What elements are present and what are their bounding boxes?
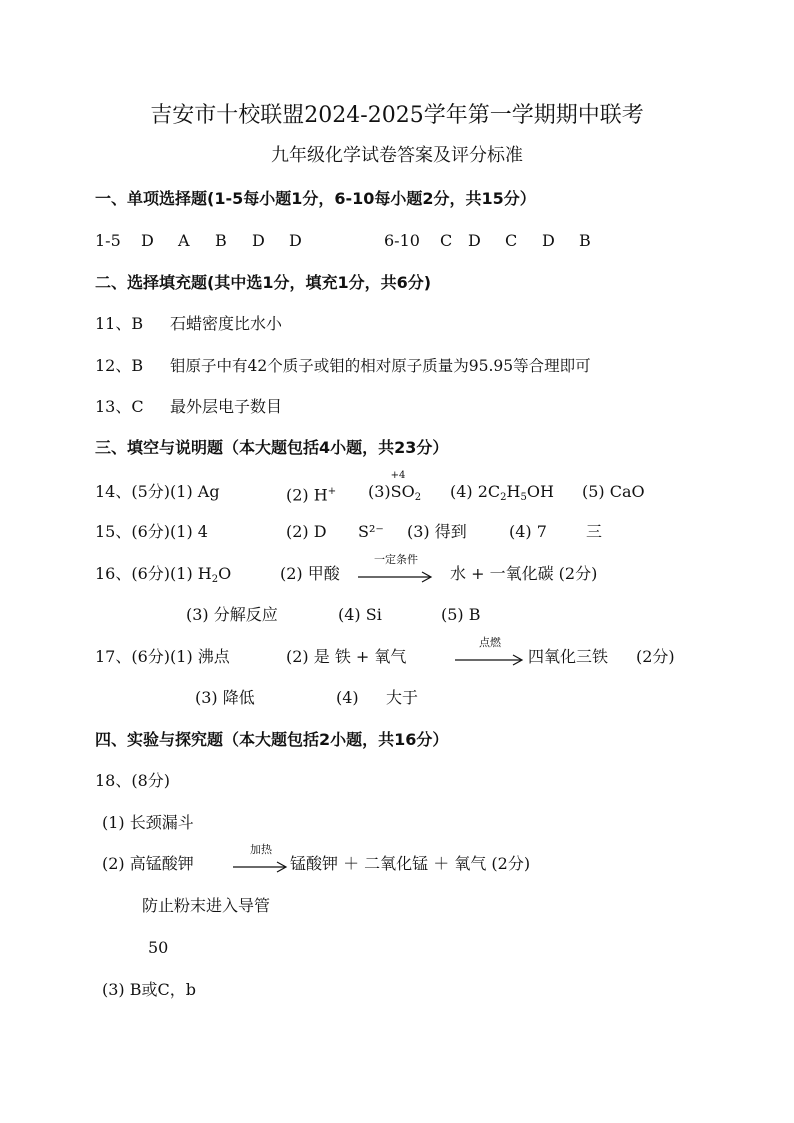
hydrogen-ion: (2) H+: [286, 485, 337, 505]
item-part: (4) 7: [509, 522, 547, 541]
answer-cell: B: [579, 231, 591, 250]
reaction-condition: 一定条件: [374, 552, 418, 566]
item-part: 大于: [386, 688, 419, 707]
score-note: (2分): [636, 647, 675, 666]
item-part: (2) 高锰酸钾: [102, 854, 194, 873]
answer-cell: D: [252, 231, 265, 250]
item-text: 石蜡密度比水小: [170, 314, 283, 333]
item-prefix: 16、(6分)(1) $H_2O$: [95, 564, 232, 585]
item-text: 钼原子中有42个质子或钼的相对原子质量为95.95等合理即可: [170, 357, 591, 375]
reaction-product: 四氧化三铁: [528, 647, 609, 666]
item-part: (5) B: [441, 605, 481, 624]
section-heading-2: 二、选择填充题(其中选1分，填充1分，共6分): [95, 273, 432, 292]
answer-cell: D: [141, 231, 154, 250]
item-part: (3) 得到: [407, 522, 467, 541]
item-number: 12、B: [95, 356, 144, 375]
reaction-arrow: [233, 842, 289, 875]
item-part: 三: [586, 522, 603, 541]
item-prefix: 17、(6分)(1) 沸点: [95, 647, 230, 666]
reaction-condition: 点燃: [479, 635, 501, 649]
item-part: (5) CaO: [582, 482, 645, 501]
item-part: (3) B或C，b: [102, 980, 196, 999]
item-part: (3) 分解反应: [186, 605, 278, 624]
item-part: (2) D: [286, 522, 327, 541]
reaction-arrow: [358, 552, 434, 585]
answer-cell: B: [215, 231, 227, 250]
reaction-condition: 加热: [250, 842, 272, 856]
range-label: 1-5: [95, 231, 121, 250]
item-part: (4) Si: [338, 605, 382, 624]
item-part: (1) 长颈漏斗: [102, 813, 194, 832]
reaction-products: 水 + 一氧化碳 (2分): [450, 564, 598, 583]
valence-formula: (3) +4 $SO_2$: [368, 470, 422, 503]
item-note: 防止粉末进入导管: [142, 896, 271, 915]
item-part: (2) 甲酸: [280, 564, 340, 583]
answer-cell: C: [505, 231, 518, 250]
sulfide-ion: S²⁻: [358, 522, 384, 541]
page-title: 吉安市十校联盟2024-2025学年第一学期期中联考: [150, 103, 644, 128]
item-part: (3) 降低: [195, 688, 255, 707]
answer-cell: A: [178, 231, 190, 250]
answer-cell: D: [542, 231, 555, 250]
item-prefix: 14、(5分)(1) Ag: [95, 482, 220, 501]
item-text: 最外层电子数目: [170, 397, 283, 416]
section-heading-3: 三、填空与说明题（本大题包括4小题，共23分）: [95, 438, 449, 457]
reaction-products: 锰酸钾 ＋ 二氧化锰 ＋ 氧气 (2分): [290, 854, 531, 873]
item-title: 18、(8分): [95, 771, 171, 790]
item-part: (4): [336, 688, 359, 707]
section-heading-1: 一、单项选择题(1-5每小题1分，6-10每小题2分，共15分）: [95, 189, 536, 208]
item-number-value: 50: [148, 938, 169, 957]
ethanol-formula: (4) $2C_2H_5OH$: [450, 482, 554, 503]
item-number: 13、C: [95, 397, 144, 416]
page-subtitle: 九年级化学试卷答案及评分标准: [271, 145, 523, 166]
item-number: 11、B: [95, 314, 144, 333]
answer-cell: C: [440, 231, 453, 250]
reaction-arrow: [455, 635, 525, 668]
section-heading-4: 四、实验与探究题（本大题包括2小题，共16分）: [95, 730, 449, 749]
item-prefix: 15、(6分)(1) 4: [95, 522, 208, 541]
range-label: 6-10: [384, 231, 420, 250]
answer-cell: D: [289, 231, 302, 250]
answer-cell: D: [468, 231, 481, 250]
item-part: (2) 是 铁 + 氧气: [286, 647, 407, 666]
